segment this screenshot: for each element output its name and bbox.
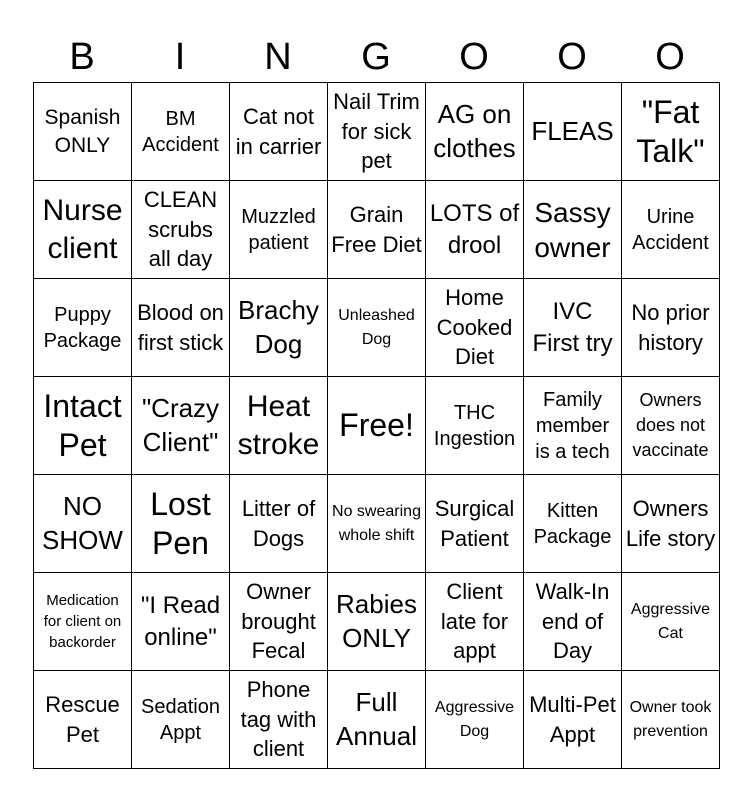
bingo-cell [230,279,328,377]
cell-text: No swearing whole shift [332,503,421,544]
bingo-cell [230,475,328,573]
bingo-cell [426,181,524,279]
bingo-cell [524,573,622,671]
header-letter: O [655,36,685,78]
bingo-cell [132,573,230,671]
cell-text: "I Read online" [140,592,221,651]
bingo-cell [622,279,720,377]
cell-text: Heat stroke [237,390,320,461]
cell-text: IVC First try [532,298,613,357]
cell-text: Surgical Patient [434,495,515,551]
bingo-cell [230,573,328,671]
header-letter: O [459,36,489,78]
bingo-cell [622,181,720,279]
cell-text: Intact Pet [43,388,122,463]
bingo-cell [34,279,132,377]
bingo-cell [426,671,524,769]
bingo-cell [524,377,622,475]
bingo-cell [524,83,622,181]
header-letter: O [557,36,587,78]
free-space [328,377,426,475]
cell-text: Brachy Dog [238,294,319,359]
cell-text: CLEAN scrubs all day [143,186,218,272]
bingo-cell [524,279,622,377]
bingo-cell [524,671,622,769]
bingo-cell [426,475,524,573]
bingo-cell [622,377,720,475]
cell-text: Owner took prevention [629,699,712,740]
cell-text: Rabies ONLY [336,588,417,653]
bingo-cell [328,475,426,573]
bingo-cell [426,377,524,475]
bingo-cell [34,377,132,475]
cell-text: Sedation Appt [141,695,220,744]
bingo-cell [328,573,426,671]
cell-text: No prior history [631,299,710,355]
bingo-cell [132,181,230,279]
bingo-cell [426,573,524,671]
bingo-cell [426,83,524,181]
header-letter: N [264,36,292,78]
cell-text: "Fat Talk" [636,94,705,169]
cell-text: Full Annual [336,686,417,751]
bingo-cell [426,279,524,377]
cell-text: Phone tag with client [240,676,317,762]
bingo-cell [524,475,622,573]
bingo-cell [132,377,230,475]
cell-text: Sassy owner [534,196,611,263]
bingo-header [33,34,719,80]
header-letter: B [69,36,95,78]
bingo-cell [132,475,230,573]
bingo-cell [34,671,132,769]
bingo-cell [132,83,230,181]
bingo-cell [230,377,328,475]
cell-text: Multi-Pet Appt [529,691,616,747]
cell-text: Free! [339,407,414,444]
bingo-cell [34,83,132,181]
cell-text: BM Accident [142,107,219,156]
cell-text: Kitten Package [533,499,612,548]
header-letter: I [174,36,186,78]
bingo-cell [132,279,230,377]
cell-text: Muzzled patient [241,205,316,254]
bingo-cell [230,83,328,181]
cell-text: AG on clothes [433,98,516,163]
bingo-cell [34,573,132,671]
cell-text: Aggressive Cat [630,601,711,642]
cell-text: Puppy Package [43,303,122,352]
cell-text: LOTS of drool [429,200,520,259]
bingo-cell [622,475,720,573]
cell-text: Spanish ONLY [44,106,121,157]
cell-text: Owners Life story [625,495,716,551]
cell-text: Family member is a tech [535,388,610,463]
bingo-cell [230,671,328,769]
bingo-cell [328,671,426,769]
bingo-cell [132,671,230,769]
cell-text: Grain Free Diet [331,201,422,257]
bingo-cell [524,181,622,279]
cell-text: NO SHOW [42,490,123,555]
cell-text: FLEAS [531,115,614,146]
cell-text: Owner brought Fecal [241,578,316,664]
cell-text: THC Ingestion [433,401,516,450]
bingo-cell [622,573,720,671]
cell-text: Client late for appt [440,578,509,664]
cell-text: Medication for client on backorder [43,592,122,651]
bingo-cell [34,181,132,279]
bingo-cell [622,83,720,181]
cell-text: Rescue Pet [45,691,120,747]
bingo-cell [34,475,132,573]
cell-text: Urine Accident [632,205,709,254]
bingo-cell [622,671,720,769]
cell-text: Cat not in carrier [235,103,322,159]
cell-text: Unleashed Dog [338,307,415,348]
header-letter: G [361,36,391,78]
cell-text: Walk-In end of Day [535,578,610,664]
cell-text: Owners does not vaccinate [632,389,709,461]
cell-text: Nurse client [42,194,123,265]
cell-text: Blood on first stick [137,299,224,355]
bingo-cell [328,279,426,377]
cell-text: Lost Pen [150,486,211,561]
bingo-grid [33,82,720,769]
bingo-cell [328,83,426,181]
cell-text: Home Cooked Diet [436,284,513,370]
bingo-cell [230,181,328,279]
cell-text: "Crazy Client" [141,392,220,457]
bingo-cell [328,181,426,279]
cell-text: Aggressive Dog [434,699,515,740]
cell-text: Nail Trim for sick pet [333,88,420,174]
cell-text: Litter of Dogs [241,495,316,551]
